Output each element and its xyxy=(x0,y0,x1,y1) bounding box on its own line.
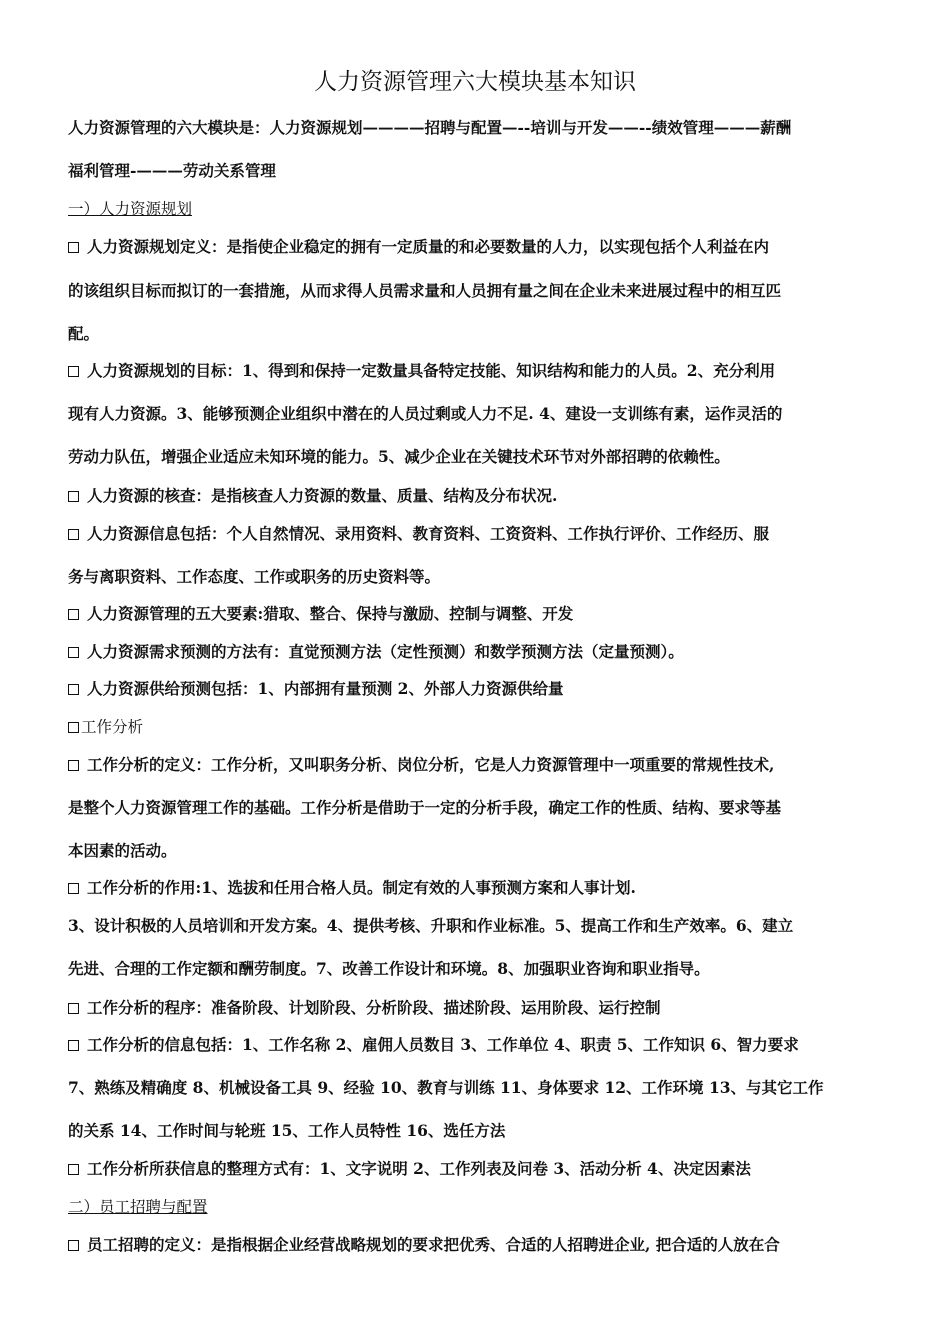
paragraph-text: 人力资源规划定义：是指使企业稳定的拥有一定质量的和必要数量的人力，以实现包括个人利益在内 xyxy=(87,237,770,256)
paragraph-text: 人力资源需求预测的方法有：直觉预测方法（定性预测）和数学预测方法（定量预测）。 xyxy=(87,642,684,661)
bullet-line xyxy=(68,678,886,700)
bullet-line xyxy=(68,1158,886,1180)
checkbox-bullet-icon xyxy=(68,760,79,771)
paragraph-text: 工作分析的定义：工作分析，又叫职务分析、岗位分析，它是人力资源管理中一项重要的常规性技术, xyxy=(87,755,775,774)
paragraph-text: 员工招聘的定义：是指根据企业经营战略规划的要求把优秀、合适的人招聘进企业, 把合适的人放在合 xyxy=(87,1235,780,1254)
paragraph-line: 配。 xyxy=(68,324,100,343)
paragraph-line: 的该组织目标而拟订的一套措施，从而求得人员需求量和人员拥有量之间在企业未来进展过程中的相互匹 xyxy=(68,281,782,300)
section-heading-recruitment xyxy=(68,1196,886,1218)
checkbox-bullet-icon xyxy=(68,1040,79,1051)
bullet-line xyxy=(68,997,886,1019)
bullet-line xyxy=(68,754,886,776)
paragraph-text: 人力资源规划的目标：1、得到和保持一定数量具备特定技能、知识结构和能力的人员。2、充分利用 xyxy=(87,361,776,380)
checkbox-bullet-icon xyxy=(68,883,79,894)
paragraph-text: 工作分析的程序：准备阶段、计划阶段、分析阶段、描述阶段、运用阶段、运行控制 xyxy=(87,998,661,1017)
checkbox-bullet-icon xyxy=(68,722,79,733)
bullet-line xyxy=(68,523,886,545)
checkbox-bullet-icon xyxy=(68,609,79,620)
bullet-line xyxy=(68,236,886,258)
bullet-line xyxy=(68,485,886,507)
bullet-line xyxy=(68,1234,886,1256)
section-heading-text: 二）员工招聘与配置 xyxy=(68,1198,208,1216)
paragraph-line: 的关系 14、工作时间与轮班 15、工作人员特性 16、选任方法 xyxy=(68,1121,506,1140)
section-heading-job-analysis xyxy=(68,716,886,738)
checkbox-bullet-icon xyxy=(68,647,79,658)
paragraph-line: 劳动力队伍，增强企业适应未知环境的能力。5、减少企业在关键技术环节对外部招聘的依赖性。 xyxy=(68,447,730,466)
paragraph-line: 先进、合理的工作定额和酬劳制度。7、改善工作设计和环境。8、加强职业咨询和职业指导。 xyxy=(68,959,710,978)
bullet-line xyxy=(68,603,886,625)
section-heading-text: 一）人力资源规划 xyxy=(68,200,193,218)
paragraph-text: 工作分析的信息包括：1、工作名称 2、雇佣人员数目 3、工作单位 4、职责 5、工作知识 6、智力要求 xyxy=(87,1035,799,1054)
paragraph-text: 人力资源供给预测包括：1、内部拥有量预测 2、外部人力资源供给量 xyxy=(87,679,564,698)
checkbox-bullet-icon xyxy=(68,366,79,377)
paragraph-line: 3、设计积极的人员培训和开发方案。4、提供考核、升职和作业标准。5、提高工作和生产效率。6、建立 xyxy=(68,916,794,935)
checkbox-bullet-icon xyxy=(68,491,79,502)
checkbox-bullet-icon xyxy=(68,242,79,253)
bullet-line xyxy=(68,360,886,382)
bullet-line xyxy=(68,1034,886,1056)
section-heading-hr-planning xyxy=(68,198,886,220)
section-heading-text: 工作分析 xyxy=(81,718,144,736)
document-title: 人力资源管理六大模块基本知识 xyxy=(314,69,636,95)
paragraph-line: 现有人力资源。3、能够预测企业组织中潜在的人员过剩或人力不足. 4、建设一支训练有素，运作灵活的 xyxy=(68,404,783,423)
paragraph-line: 是整个人力资源管理工作的基础。工作分析是借助于一定的分析手段，确定工作的性质、结构、要求等基 xyxy=(68,798,782,817)
checkbox-bullet-icon xyxy=(68,684,79,695)
checkbox-bullet-icon xyxy=(68,1003,79,1014)
paragraph-text: 人力资源管理的五大要素:猎取、整合、保持与激励、控制与调整、开发 xyxy=(87,604,574,623)
paragraph-text: 人力资源的核查：是指核查人力资源的数量、质量、结构及分布状况. xyxy=(87,486,558,505)
paragraph-text: 工作分析所获信息的整理方式有：1、文字说明 2、工作列表及问卷 3、活动分析 4、决定因素法 xyxy=(87,1159,751,1178)
checkbox-bullet-icon xyxy=(68,1240,79,1251)
bullet-line xyxy=(68,641,886,663)
paragraph-text: 人力资源信息包括：个人自然情况、录用资料、教育资料、工资资料、工作执行评价、工作经历、服 xyxy=(87,524,770,543)
checkbox-bullet-icon xyxy=(68,1164,79,1175)
paragraph-text: 工作分析的作用:1、选拔和任用合格人员。制定有效的人事预测方案和人事计划. xyxy=(87,878,636,897)
bullet-line xyxy=(68,877,886,899)
paragraph-line: 务与离职资料、工作态度、工作或职务的历史资料等。 xyxy=(68,567,441,586)
intro-line-1: 人力资源管理的六大模块是：人力资源规划————招聘与配置—--培训与开发——--绩效管理———薪酬 xyxy=(68,118,792,137)
intro-line-2: 福利管理-———劳动关系管理 xyxy=(68,161,276,180)
paragraph-line: 7、熟练及精确度 8、机械设备工具 9、经验 10、教育与训练 11、身体要求 12、工作环境 13、与其它工作 xyxy=(68,1078,824,1097)
checkbox-bullet-icon xyxy=(68,529,79,540)
paragraph-line: 本因素的活动。 xyxy=(68,841,177,860)
